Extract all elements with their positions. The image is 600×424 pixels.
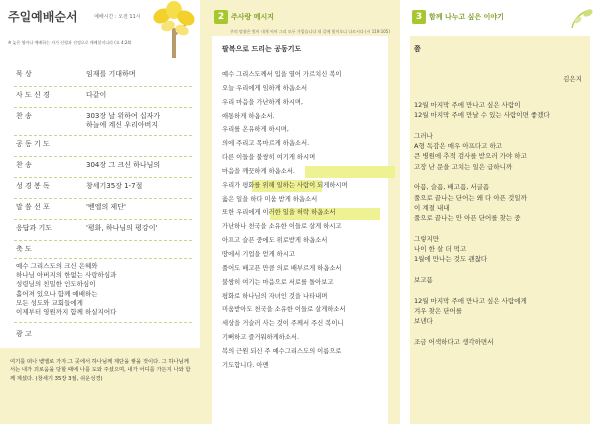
story-text: 12월 마지막 주에 만나고 싶은 사람이 12월 마지막 주에 만날 수 있는 사람이면 좋겠다 그러나 A형 독감은 매우 아프다고 하고 큰 병원에 추적 검사를 받으러 가야 하고 고장 난 문을 고치는 일은 급하니까 아픔, 슬픔, 배고픔, 서글픔 풀으로 끝나는 단어는 왜 다 아픈 것일까 이 계절 내내 풀으로 끝나는 안 아픈 단어를 찾는 중 그렇지만 나이 한 살 더 먹고 1월에 만나는 것도 괜찮다 보고픔 12월 마지막 주에 만나고 싶은 사람에게 겨우 찾은 단어를 보낸다 조금 어색하다고 생각하면서 [414, 101, 550, 346]
order-value: 창세기35장 1-7절 [86, 182, 143, 190]
divider [14, 322, 192, 323]
section-number-badge: 2 [214, 10, 228, 24]
order-value: 303장 날 위하여 십자가 하늘에 계신 우리아버지 [86, 112, 161, 129]
order-label: 찬 송 [16, 112, 32, 120]
divider [14, 240, 192, 241]
divider [14, 198, 192, 199]
order-value: 다같이 [86, 91, 107, 99]
section-number-badge: 3 [412, 10, 426, 24]
order-value: '벧엘의 제단' [86, 203, 126, 211]
divider [14, 86, 192, 87]
order-label: 사 도 신 경 [16, 91, 50, 99]
panel-worship-order [0, 0, 200, 424]
section-header [412, 8, 504, 26]
order-label: 축 도 [16, 245, 32, 253]
panel-story [400, 0, 600, 424]
order-label: 광 고 [16, 330, 32, 338]
divider [14, 258, 192, 259]
service-time: 예배시간 : 오전 11시 [94, 14, 141, 20]
section-header [214, 8, 274, 26]
subtitle-verse: 주의 말씀은 빛이 내게 어머 그리 모두 가깝습니다 내 길에 빛이오니 다르시다 (시 119:105) [230, 29, 390, 34]
prayer-title: 팔복으로 드리는 공동기도 [222, 45, 302, 53]
tree-icon [148, 0, 200, 58]
order-value: 304장 그 크신 하나님의 [86, 161, 161, 169]
section-title: 주사랑 메시지 [231, 13, 275, 21]
order-label: 말 씀 선 포 [16, 203, 50, 211]
order-label: 찬 송 [16, 161, 32, 169]
divider [14, 107, 192, 108]
panel-message [200, 0, 400, 424]
order-label: 응답과 기도 [16, 224, 53, 232]
order-label: 공 동 기 도 [16, 140, 50, 148]
leaf-icon [568, 6, 594, 30]
story-title: 쯤 [414, 45, 421, 53]
section-title: 함께 나누고 싶은 이야기 [429, 13, 504, 21]
divider [14, 219, 192, 220]
benediction-text: 예수 그리스도의 크신 은혜와 하나님 아버지의 한없는 사랑하심과 성령님의 친밀한 인도하심이 홀어져 있으나 함께 예배하는 모든 성도와 교회들에게 이제부터 영원까지 함께 하실지어다 [16, 262, 117, 317]
order-label: 성 경 봉 독 [16, 182, 50, 190]
story-author: 김은지 [563, 75, 582, 83]
divider [14, 177, 192, 178]
divider [14, 156, 192, 157]
order-label: 묵 상 [16, 70, 32, 78]
order-value: 임재를 기대하며 [86, 70, 136, 78]
page-title: 주일예배순서 [8, 10, 78, 24]
subtitle-verse: ※ 늦은 영아나 예배하는 자가 신령과 진정으로 예배할지니라 (요 4:24) [8, 40, 132, 45]
verse-text: 여기를 떠나 벧엘로 가자.그 곳에서 하나님께 제단을 쌓을 것이다. 그 하나님께서는 내가 괴로움을 당할 때에 나를 도와 주셨으며, 내가 어디를 가든지 나와 함께 계셨다. (창세기 35장 3절, 쉬운성경) [10, 359, 191, 382]
order-value: '평화, 하나님의 평강이' [86, 224, 158, 232]
divider [14, 135, 192, 136]
prayer-text: 예수 그리스도께서 입을 열어 가르치신 복이 오늘 우리에게 임하게 하옵소서 우리 마음을 가난하게 하시며, 애통하게 하옵소서. 우리를 온유하게 하시며, 의에 주리고 목마르게 하옵소서. 다른 이들을 불쌍히 여기게 하시며 마음을 깨끗하게 하옵소서. 우리가 평화를 위해 일하는 사람이 되게하시며 옳은 일을 하다 미움 받게 하옵소서 또한 우리에게 이러한 일을 허락 하옵소서 가난하나 천국을 소유한 이들로 살게 하시고 아프고 슬픈 중에도 위로받게 하옵소서 땅에서 기업을 얻게 하시고 풀어도 배고픈 만큼 의로 배부르게 하옵소서 불쌍히 여기는 마음으로 서로를 돌아보고 평화로 하나님의 자녀인 것을 나타내며 미움받아도 천국을 소유한 이들로 살게하소서 세상을 거슬러 사는 것이 주께서 주신 복이니 기뻐하고 즐거워하게하소서. 복의 근원 되신 주 예수그리스도의 이름으로 기도합니다. 아멘 [222, 71, 348, 369]
